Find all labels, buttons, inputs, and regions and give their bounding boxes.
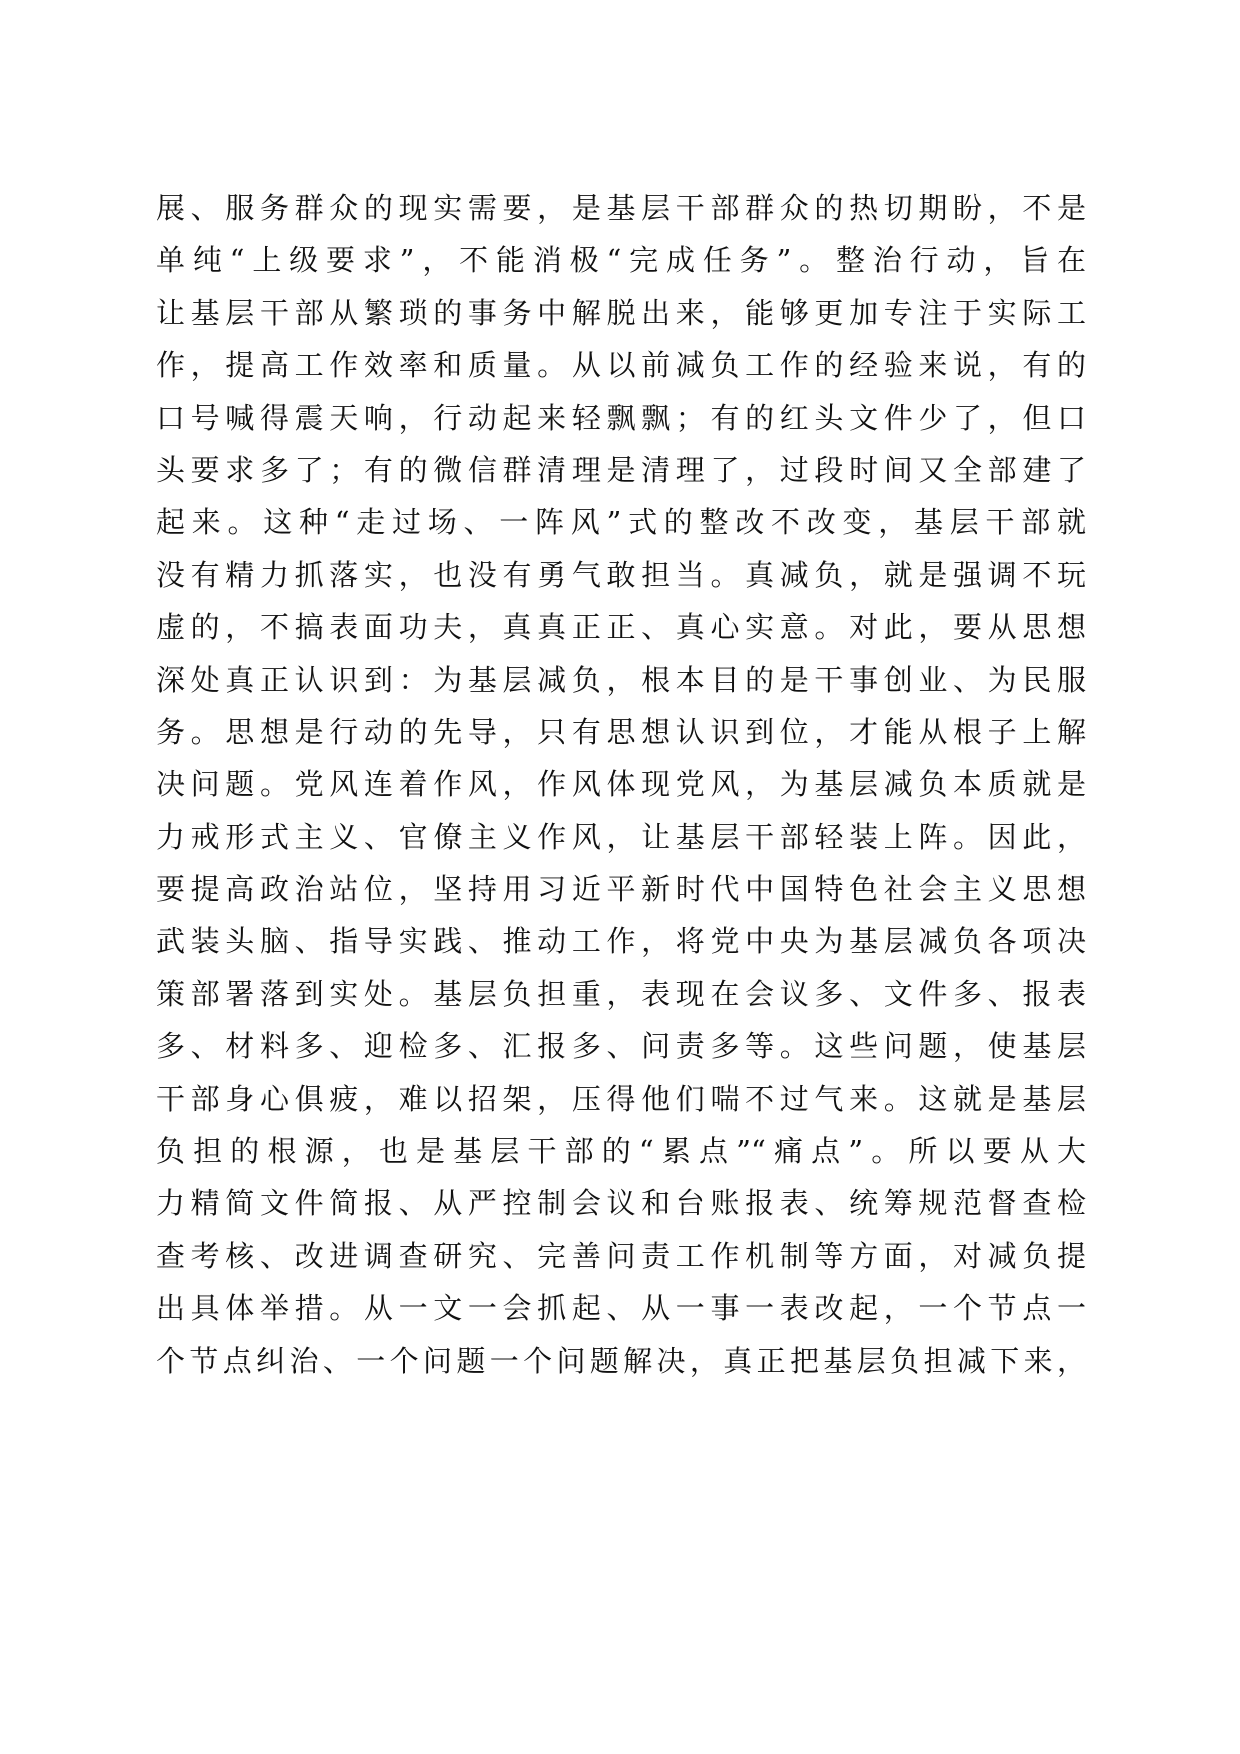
text-line: 起来。这种“走过场、一阵风”式的整改不改变，基层干部就 [156, 505, 1086, 540]
text-line: 要提高政治站位，坚持用习近平新时代中国特色社会主义思想 [156, 872, 1086, 907]
text-line: 决问题。党风连着作风，作风体现党风，为基层减负本质就是 [156, 767, 1086, 802]
text-line: 展、服务群众的现实需要，是基层干部群众的热切期盼，不是 [156, 191, 1086, 225]
text-line: 作，提高工作效率和质量。从以前减负工作的经验来说，有的 [156, 348, 1086, 383]
text-line: 出具体举措。从一文一会抓起、从一事一表改起，一个节点一 [156, 1291, 1086, 1326]
text-line: 力戒形式主义、官僚主义作风，让基层干部轻装上阵。因此， [156, 819, 1086, 854]
body-paragraph [156, 182, 1086, 1387]
text-line: 头要求多了；有的微信群清理是清理了，过段时间又全部建了 [156, 452, 1086, 487]
text-line: 让基层干部从繁琐的事务中解脱出来，能够更加专注于实际工 [156, 295, 1086, 330]
text-line: 力精简文件简报、从严控制会议和台账报表、统筹规范督查检 [156, 1186, 1086, 1221]
text-line: 干部身心俱疲，难以招架，压得他们喘不过气来。这就是基层 [156, 1081, 1086, 1116]
text-line: 个节点纠治、一个问题一个问题解决，真正把基层负担减下来， [156, 1343, 1086, 1378]
text-line: 策部署落到实处。基层负担重，表现在会议多、文件多、报表 [156, 976, 1086, 1011]
text-line: 深处真正认识到：为基层减负，根本目的是干事创业、为民服 [156, 662, 1086, 697]
text-line: 武装头脑、指导实践、推动工作，将党中央为基层减负各项决 [156, 924, 1086, 959]
text-line: 没有精力抓落实，也没有勇气敢担当。真减负，就是强调不玩 [156, 557, 1086, 592]
text-line: 虚的，不搞表面功夫，真真正正、真心实意。对此，要从思想 [156, 610, 1086, 645]
text-line: 务。思想是行动的先导，只有思想认识到位，才能从根子上解 [156, 714, 1086, 749]
text-line: 多、材料多、迎检多、汇报多、问责多等。这些问题，使基层 [156, 1029, 1086, 1064]
text-line: 负担的根源，也是基层干部的“累点”“痛点”。所以要从大 [156, 1134, 1086, 1169]
text-line: 查考核、改进调查研究、完善问责工作机制等方面，对减负提 [156, 1238, 1086, 1273]
text-line: 口号喊得震天响，行动起来轻飘飘；有的红头文件少了，但口 [156, 400, 1086, 435]
text-line: 单纯“上级要求”，不能消极“完成任务”。整治行动，旨在 [156, 243, 1086, 278]
